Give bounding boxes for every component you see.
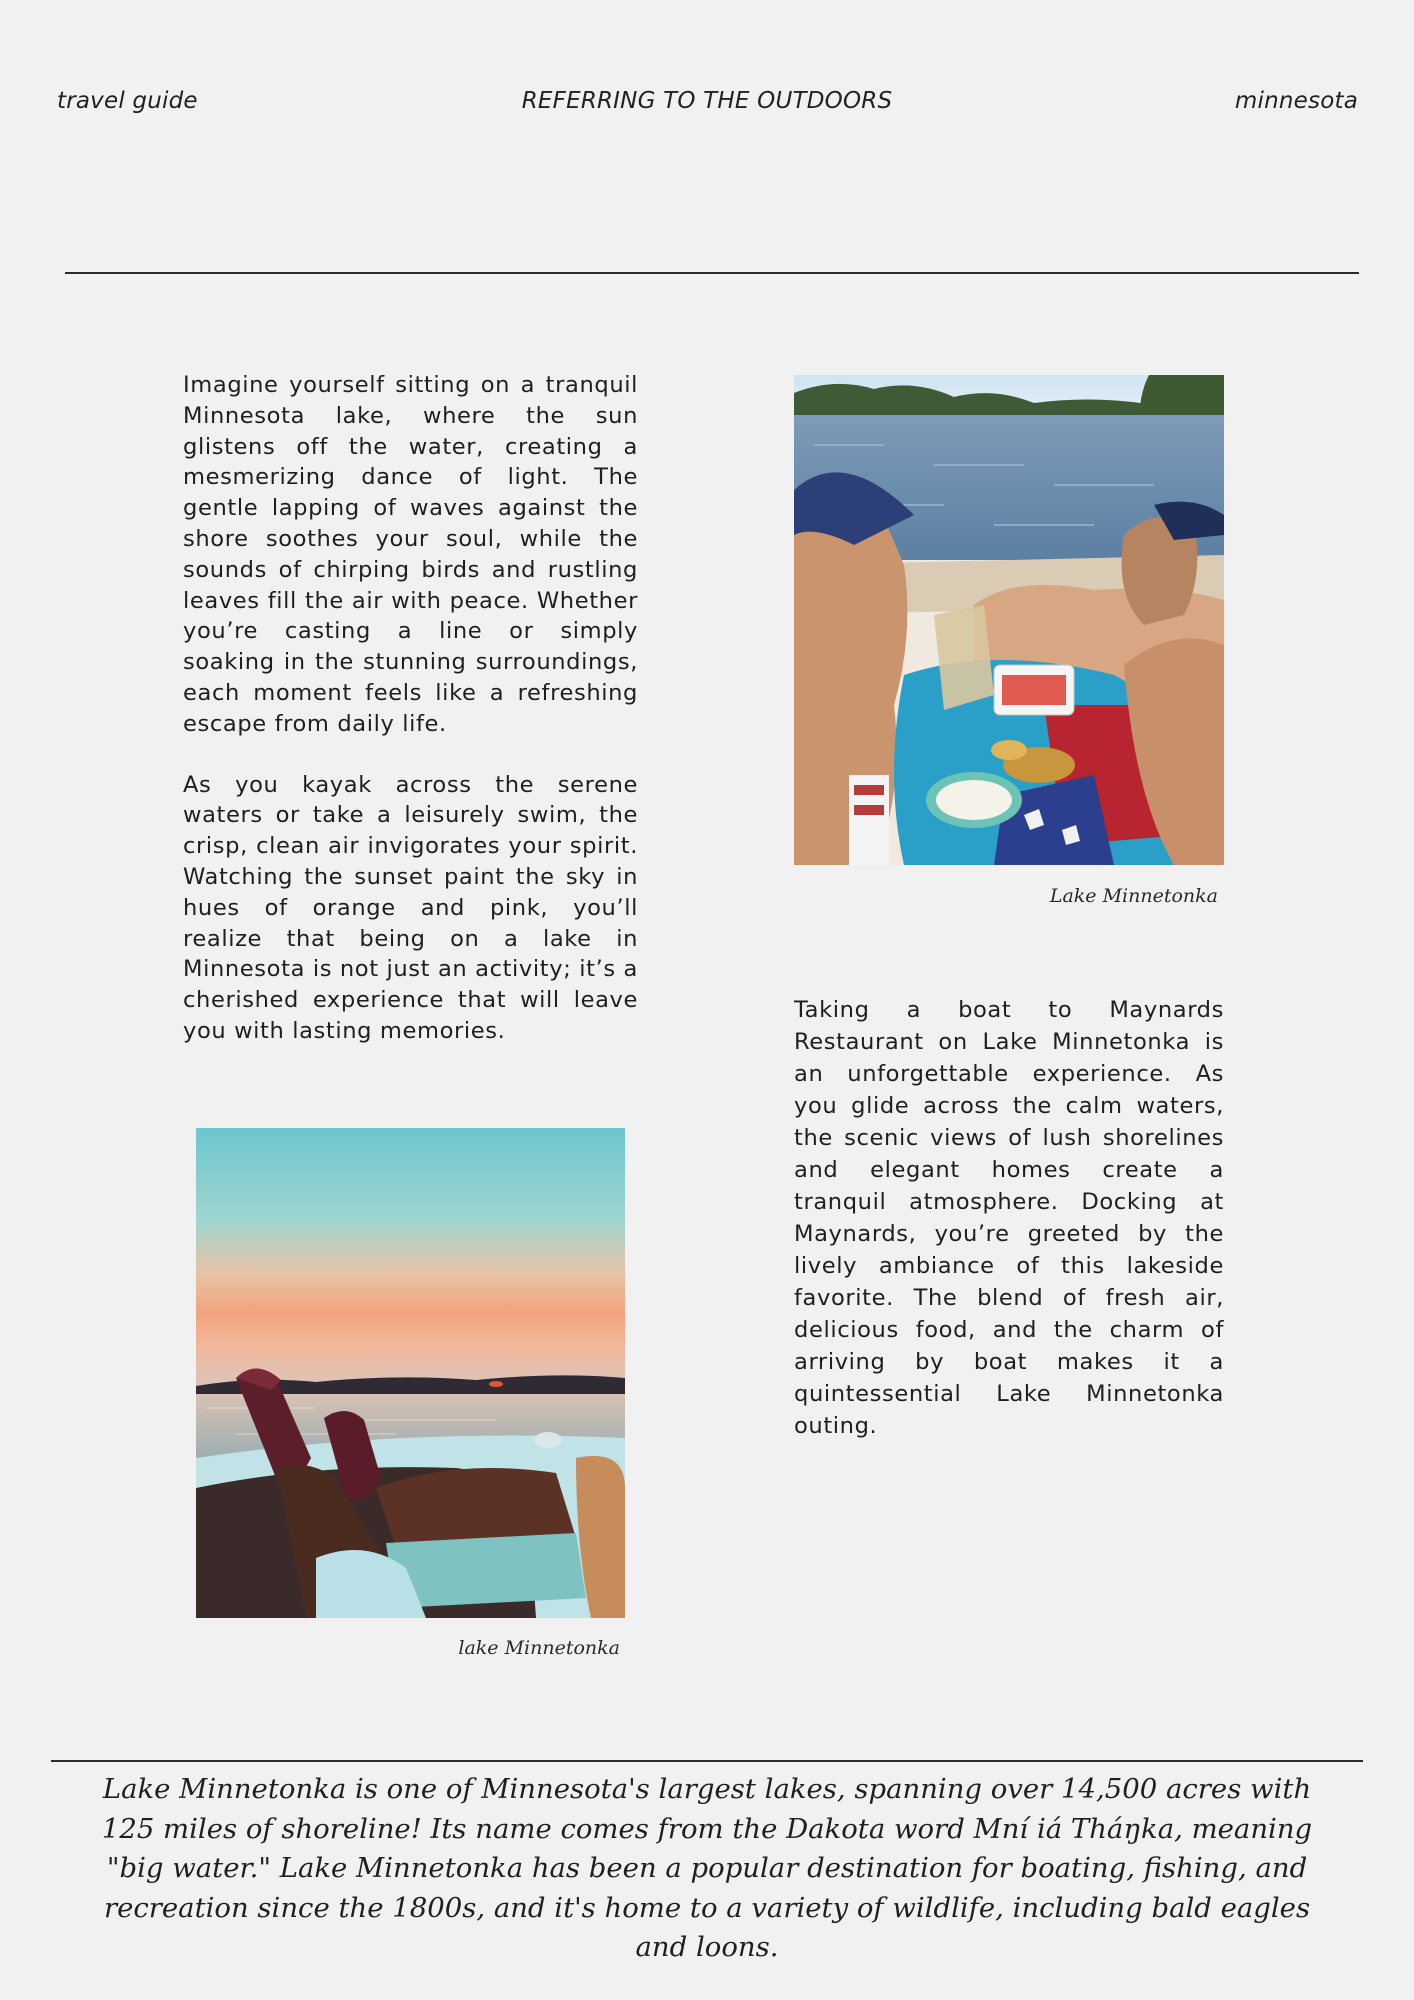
left-paragraph-2: As you kayak across the serene waters or take a leisurely swim, the crisp, clean air invigorates your spirit. Watching the sunset paint the sky in hues of orange and pink, you’ll realize that being on a lake in Minnesota is not just an activity; it’s a cherished experience that will leave you with lasting memories. bbox=[183, 771, 638, 1044]
boat-picnic-image bbox=[794, 375, 1224, 865]
header-right-label: minnesota bbox=[1234, 88, 1358, 114]
left-column-text bbox=[183, 370, 638, 1047]
top-divider bbox=[65, 272, 1359, 274]
header-title: REFERRING TO THE OUTDOORS bbox=[521, 88, 893, 114]
boat-picnic-photo bbox=[794, 375, 1224, 865]
right-paragraph: Taking a boat to Maynards Restaurant on Lake Minnetonka is an unforgettable experience. As you glide across the calm waters, the scenic views of lush shorelines and elegant homes create a tranquil atmosphere. Docking at Maynards, you’re greeted by the lively ambiance of this lakeside favorite. The blend of fresh air, delicious food, and the charm of arriving by boat makes it a quintessential Lake Minnetonka outing. bbox=[794, 997, 1224, 1439]
boat-photo-caption: Lake Minnetonka bbox=[1049, 885, 1218, 907]
footer-fact-text: Lake Minnetonka is one of Minnesota's largest lakes, spanning over 14,500 acres with 125 miles of shoreline! Its name comes from the Dakota word Mní iá Tháŋka, meaning "big water." Lake Minnetonka has been a popular destination for boating, fishing, and recreation since the 1800s, and it's home to a variety of wildlife, including bald eagles and loons. bbox=[101, 1773, 1313, 1963]
sunset-photo-caption: lake Minnetonka bbox=[458, 1637, 620, 1659]
sunset-boat-image bbox=[196, 1128, 625, 1618]
left-paragraph-1: Imagine yourself sitting on a tranquil Minnesota lake, where the sun glistens off the water, creating a mesmerizing dance of light. The gentle lapping of waves against the shore soothes your soul, while the sounds of chirping birds and rustling leaves fill the air with peace. Whether you’re casting a line or simply soaking in the stunning surroundings, each moment feels like a refreshing escape from daily life. bbox=[183, 372, 638, 737]
sunset-boat-photo bbox=[196, 1128, 625, 1618]
right-column-text bbox=[794, 994, 1224, 1442]
header-left-label: travel guide bbox=[57, 88, 198, 114]
bottom-divider bbox=[51, 1760, 1363, 1762]
